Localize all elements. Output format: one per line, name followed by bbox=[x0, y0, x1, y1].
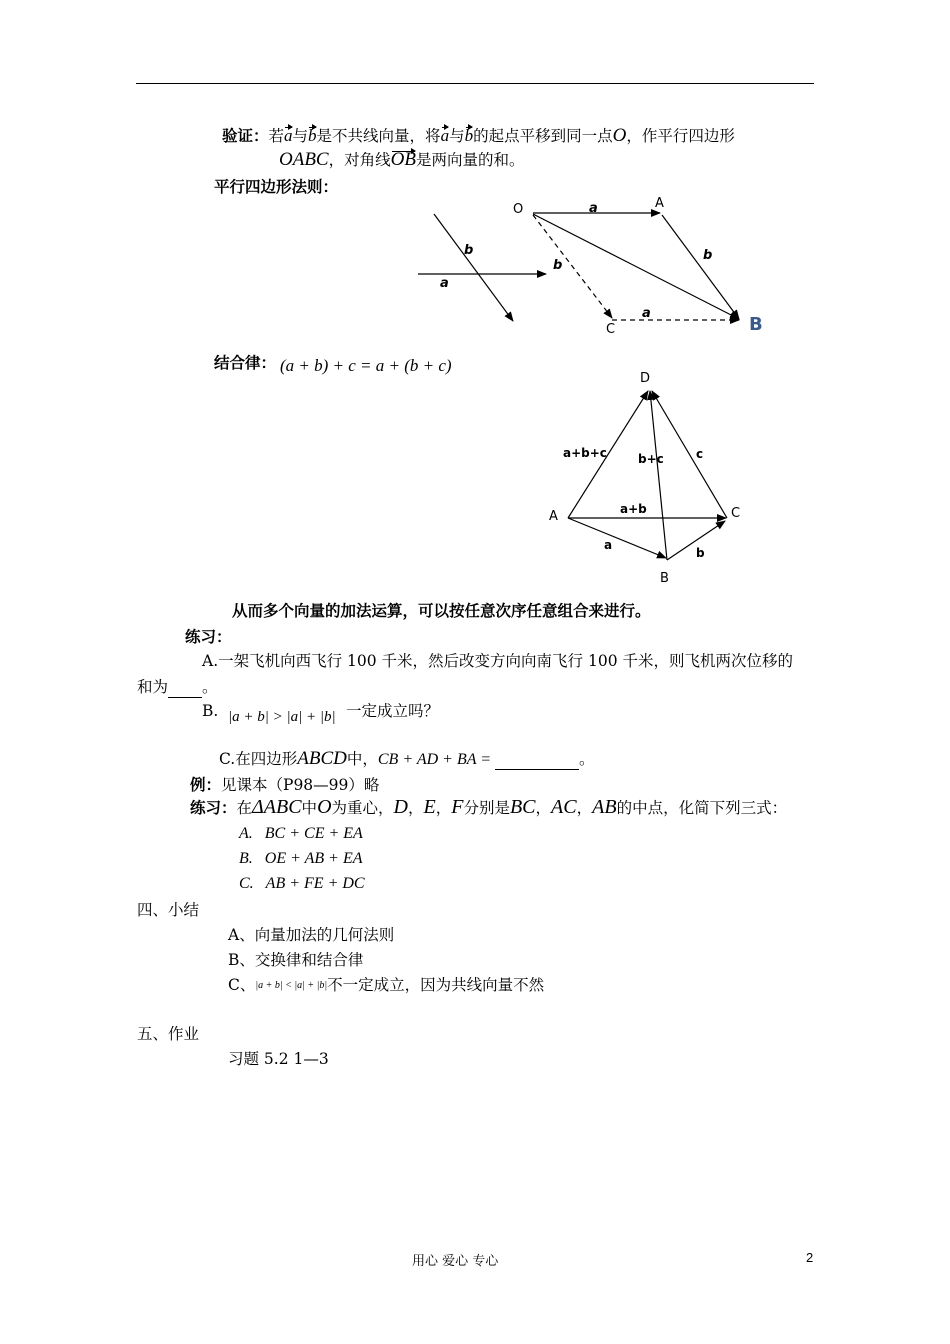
summary-c-suffix: 不一定成立，因为共线向量不然 bbox=[327, 976, 545, 994]
quadrilateral-name: ABCD bbox=[297, 748, 347, 769]
ab-arrow bbox=[662, 215, 739, 319]
side-ab: AB bbox=[592, 796, 617, 818]
homework-text: 习题 5.2 1—3 bbox=[228, 1050, 329, 1068]
exercise-a-text: 和为 bbox=[137, 678, 169, 696]
item-label: A. bbox=[239, 825, 253, 842]
page-number: 2 bbox=[806, 1250, 814, 1265]
point-b-label: B bbox=[660, 571, 669, 586]
right-b-label: b bbox=[703, 248, 713, 263]
abc-label: a+b+c bbox=[563, 446, 607, 460]
vector-a: a bbox=[440, 126, 450, 145]
point-e: E bbox=[423, 796, 436, 818]
exercise-label: 练习： bbox=[185, 627, 232, 646]
summary-heading: 四、小结 bbox=[137, 901, 200, 919]
verify-text: ，作平行四边形 bbox=[626, 127, 735, 145]
item-formula: BC + CE + EA bbox=[264, 825, 363, 842]
verify-text: 是不共线向量，将 bbox=[316, 127, 441, 145]
answer-blank bbox=[168, 677, 202, 698]
c-label: c bbox=[696, 447, 704, 461]
point-a-label: A bbox=[549, 509, 558, 524]
side-ac: AC bbox=[551, 796, 577, 818]
homework-heading: 五、作业 bbox=[137, 1025, 200, 1043]
exercise2-text: 中 bbox=[301, 799, 318, 817]
exercise2-item-a bbox=[239, 825, 363, 843]
exercise2-item-c bbox=[239, 875, 365, 893]
ab-arrow bbox=[568, 518, 666, 558]
summary-c-prefix: C、 bbox=[228, 976, 256, 994]
point-o-label: O bbox=[513, 202, 524, 217]
point-b-label: B bbox=[749, 314, 763, 335]
item-label: C. bbox=[239, 875, 254, 892]
parallelogram-figure bbox=[400, 190, 800, 345]
parallelogram-title: 平行四边形法则： bbox=[214, 177, 339, 196]
verify-line-1 bbox=[222, 126, 735, 146]
point-f: F bbox=[451, 796, 464, 818]
verify-text: 与 bbox=[449, 127, 465, 145]
vector-b: b bbox=[308, 126, 317, 145]
summary-item-c bbox=[228, 975, 544, 996]
verify-line-2 bbox=[279, 150, 524, 170]
bd-arrow bbox=[650, 391, 667, 560]
verify-label: 验证： bbox=[222, 126, 269, 145]
exercise-a-line-1: A.一架飞机向西飞行 100 千米，然后改变方向向南飞行 100 千米，则飞机两次位移的 bbox=[202, 652, 794, 670]
exercise2-line: 练习：在ΔABC中O为重心，D，E，F分别是BC，AC，AB的中点，化简下列三式： bbox=[190, 796, 788, 818]
associative-label: 结合律： bbox=[214, 353, 277, 372]
footer-motto: 用心 爱心 专心 bbox=[412, 1254, 499, 1269]
a-label: a bbox=[604, 538, 613, 552]
summary-c-formula: |a + b| < |a| + |b| bbox=[255, 980, 328, 991]
centroid-o: O bbox=[317, 796, 332, 818]
parallelogram-name: OABC bbox=[279, 149, 329, 170]
exercise-a-text: 。 bbox=[202, 678, 218, 696]
ab-label: a+b bbox=[620, 502, 647, 516]
verify-text: 若 bbox=[268, 127, 285, 145]
verify-text: ，对角线 bbox=[328, 151, 391, 169]
exercise-c-line bbox=[219, 749, 595, 770]
point-d-label: D bbox=[640, 371, 651, 386]
exercise2-item-b bbox=[239, 850, 363, 868]
vector-b: b bbox=[464, 126, 474, 145]
side-bc: BC bbox=[509, 796, 536, 818]
bc-label: b+c bbox=[638, 452, 664, 466]
item-formula: OE + AB + EA bbox=[264, 850, 363, 867]
point-d: D bbox=[393, 796, 408, 818]
associative-formula: (a + b) + c = a + (b + c) bbox=[280, 356, 452, 375]
exercise-c-text: 中， bbox=[346, 750, 378, 768]
b-label: b bbox=[696, 546, 705, 560]
ob-diagonal-arrow bbox=[533, 214, 739, 319]
exercise-a-line-2 bbox=[137, 677, 218, 698]
dashed-b-label: b bbox=[553, 258, 563, 273]
left-b-label: b bbox=[464, 243, 474, 258]
vector-ob: OB bbox=[390, 149, 416, 170]
summary-item-b: B、交换律和结合律 bbox=[228, 951, 364, 969]
example-text: 见课本（P98—99）略 bbox=[221, 776, 380, 794]
exercise2-text: 在 bbox=[236, 799, 253, 817]
header-rule bbox=[136, 83, 814, 84]
example-label: 例： bbox=[190, 775, 222, 794]
oc-dashed-arrow bbox=[533, 215, 612, 318]
point-a-label: A bbox=[655, 196, 664, 211]
verify-text: 的起点平移到同一点 bbox=[473, 127, 613, 145]
item-label: B. bbox=[239, 850, 253, 867]
exercise2-text: 为重心， bbox=[331, 799, 394, 817]
exercise-b-prefix: B. bbox=[202, 702, 219, 720]
summary-item-a: A、向量加法的几何法则 bbox=[228, 926, 395, 944]
point-o: O bbox=[612, 125, 627, 146]
exercise-c-text: 。 bbox=[579, 750, 595, 768]
item-formula: AB + FE + DC bbox=[265, 875, 365, 892]
associative-figure bbox=[540, 362, 760, 592]
triangle-name: ΔABC bbox=[252, 796, 302, 818]
exercise-b-suffix: 一定成立吗？ bbox=[346, 702, 440, 720]
bottom-a-label: a bbox=[642, 306, 651, 321]
exercise2-label: 练习： bbox=[190, 798, 237, 817]
vector-a: a bbox=[284, 126, 293, 145]
top-a-label: a bbox=[589, 201, 598, 216]
verify-text: 与 bbox=[292, 127, 309, 145]
conclusion: 从而多个向量的加法运算，可以按任意次序任意组合来进行。 bbox=[232, 601, 651, 620]
example-line bbox=[190, 775, 379, 795]
left-vector-b-arrow bbox=[434, 214, 513, 321]
exercise-c-formula: CB + AD + BA = bbox=[377, 751, 492, 768]
left-a-label: a bbox=[440, 276, 449, 291]
point-c-label: C bbox=[731, 506, 741, 521]
exercise2-text: 分别是 bbox=[463, 799, 510, 817]
verify-text: 是两向量的和。 bbox=[415, 151, 525, 169]
exercise-b-formula: |a + b| > |a| + |b| bbox=[228, 709, 336, 725]
exercise2-text: 的中点，化简下列三式： bbox=[616, 799, 788, 817]
exercise-c-text: C.在四边形 bbox=[219, 750, 298, 768]
answer-blank bbox=[495, 749, 579, 770]
point-c-label: C bbox=[606, 322, 616, 337]
